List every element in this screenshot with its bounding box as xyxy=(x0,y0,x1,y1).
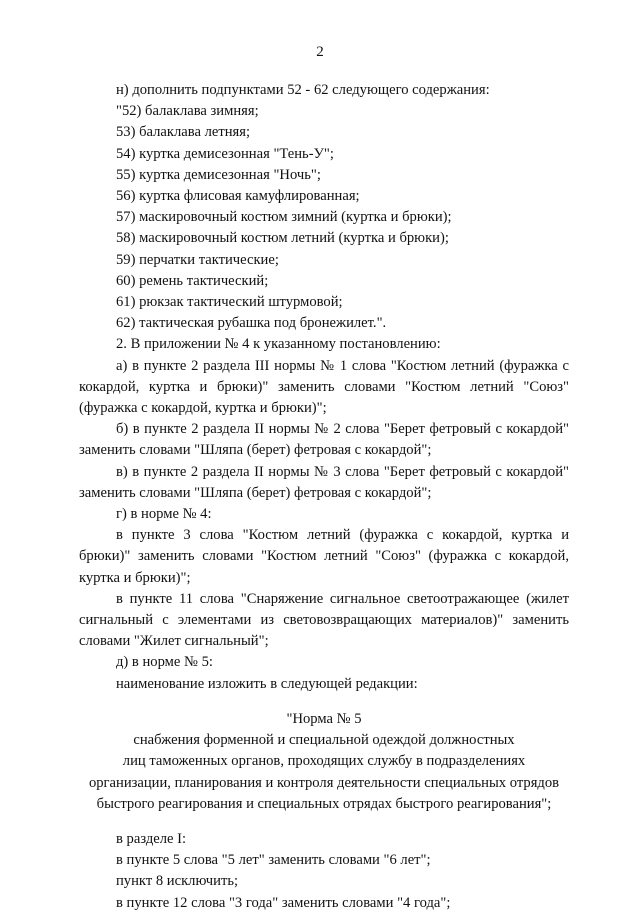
paragraph-g: г) в норме № 4: xyxy=(116,506,212,523)
list-item-57: 57) маскировочный костюм зимний (куртка и брюки); xyxy=(116,209,452,226)
document-body xyxy=(79,80,569,914)
section-change-2: в пункте 5 слова "5 лет" заменить словами "6 лет"; xyxy=(116,852,431,869)
list-item-62: 62) тактическая рубашка под бронежилет.". xyxy=(116,315,387,332)
list-item-61: 61) рюкзак тактический штурмовой; xyxy=(116,294,343,311)
norm-heading-line-4: организации, планирования и контроля деятельности специальных отрядов xyxy=(88,774,560,791)
paragraph-v: в) в пункте 2 раздела II нормы № 3 слова "Берет фетровый с кокардой" заменить словами "Шляпа (берет) фетровая с кокардой"; xyxy=(79,463,569,501)
norm-heading-line-3: лиц таможенных органов, проходящих службу в подразделениях xyxy=(122,753,526,770)
paragraph-g-item-2: в пункте 11 слова "Снаряжение сигнальное светоотражающее (жилет сигнальный с элементами из световозвращающих материалов)" заменить словами "Жилет сигнальный"; xyxy=(79,590,569,650)
paragraph-b: б) в пункте 2 раздела II нормы № 2 слова "Берет фетровый с кокардой" заменить словами "Шляпа (берет) фетровая с кокардой"; xyxy=(79,421,569,459)
list-item-53: 53) балаклава летняя; xyxy=(116,124,250,141)
section-change-1: в разделе I: xyxy=(116,830,187,847)
list-item-52: "52) балаклава зимняя; xyxy=(116,103,259,120)
norm-heading-line-1: "Норма № 5 xyxy=(286,710,362,727)
section-change-4: в пункте 12 слова "3 года" заменить словами "4 года"; xyxy=(116,894,451,911)
norm-heading xyxy=(79,709,569,815)
list-item-58: 58) маскировочный костюм летний (куртка и брюки); xyxy=(116,230,449,247)
page-number: 2 xyxy=(316,44,324,60)
paragraph-d: д) в норме № 5: xyxy=(116,654,213,671)
list-item-54: 54) куртка демисезонная "Тень-У"; xyxy=(116,145,334,162)
list-item-60: 60) ремень тактический; xyxy=(116,272,269,289)
paragraph-n: н) дополнить подпунктами 52 - 62 следующего содержания: xyxy=(116,82,490,98)
norm-heading-line-2: снабжения форменной и специальной одеждой должностных xyxy=(133,732,515,749)
paragraph-a: а) в пункте 2 раздела III нормы № 1 слова "Костюм летний (фуражка с кокардой, куртка и брюки)" заменить словами "Костюм летний "Союз" (фуражка с кокардой, куртка и брюки)"; xyxy=(79,357,569,417)
section-change-3: пункт 8 исключить; xyxy=(116,873,239,890)
paragraph-2: 2. В приложении № 4 к указанному постановлению: xyxy=(116,336,441,353)
list-item-59: 59) перчатки тактические; xyxy=(116,251,279,268)
list-item-56: 56) куртка флисовая камуфлированная; xyxy=(116,188,360,205)
norm-heading-line-5: быстрого реагирования и специальных отрядах быстрого реагирования"; xyxy=(96,795,552,812)
paragraph-g-item-1: в пункте 3 слова "Костюм летний (фуражка с кокардой, куртка и брюки)" заменить словами "Костюм летний "Союз" (фуражка с кокардой, куртка и брюки)"; xyxy=(79,527,569,586)
list-item-55: 55) куртка демисезонная "Ночь"; xyxy=(116,166,321,183)
paragraph-d-name: наименование изложить в следующей редакции: xyxy=(116,675,418,692)
